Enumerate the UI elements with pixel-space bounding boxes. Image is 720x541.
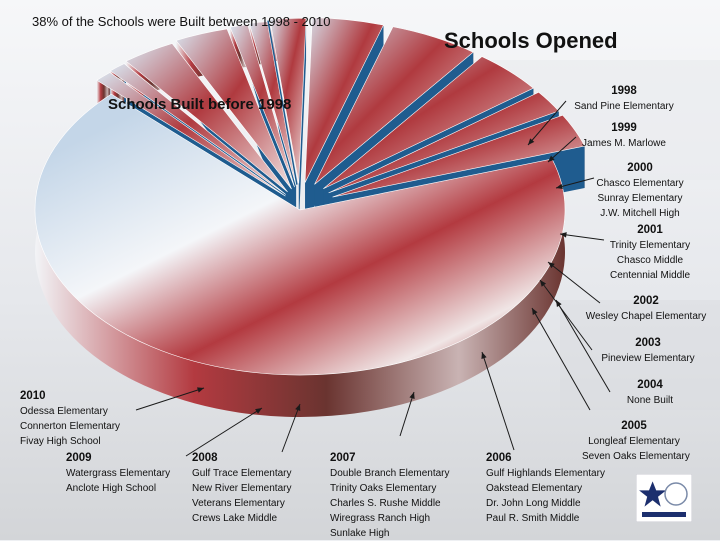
school-name: Pineview Elementary: [601, 353, 695, 364]
annotation-year: 1998: [611, 85, 637, 97]
annotation-2002: [582, 293, 710, 324]
annotation-2010: [20, 388, 130, 449]
arrow-2001: [560, 234, 604, 240]
school-name: Longleaf Elementary: [588, 436, 680, 447]
school-name: Wiregrass Ranch High: [330, 513, 431, 524]
school-name: Sand Pine Elementary: [574, 101, 674, 112]
pasco-schools-logo-icon: [636, 474, 692, 522]
school-name: Oakstead Elementary: [486, 483, 583, 494]
annotation-year: 2010: [20, 390, 46, 402]
school-name: Double Branch Elementary: [330, 468, 450, 479]
school-name: Gulf Trace Elementary: [192, 468, 292, 479]
school-name: Connerton Elementary: [20, 421, 121, 432]
school-name: James M. Marlowe: [582, 138, 666, 149]
annotation-year: 2003: [635, 337, 661, 349]
school-name: Centennial Middle: [609, 270, 691, 281]
annotation-year: 2009: [66, 452, 92, 464]
chart-subtitle: 38% of the Schools were Built between 1998 - 2010: [32, 14, 331, 29]
school-name: Veterans Elementary: [192, 498, 285, 509]
school-name: Chasco Middle: [616, 255, 684, 266]
annotation-1999: [578, 120, 670, 151]
school-name: Wesley Chapel Elementary: [585, 311, 707, 322]
annotation-year: 2005: [621, 420, 647, 432]
school-name: Sunlake High: [330, 528, 390, 539]
annotation-2007: [330, 450, 454, 541]
annotation-2003: [596, 335, 700, 366]
school-name: None Built: [626, 395, 674, 406]
annotation-2001: [605, 222, 695, 283]
annotation-year: 2000: [627, 162, 653, 174]
school-name: Sunray Elementary: [597, 193, 683, 204]
annotation-2000: [594, 160, 686, 221]
arrow-2006: [482, 352, 514, 450]
school-name: Paul R. Smith Middle: [486, 513, 580, 524]
annotation-year: 2002: [633, 295, 659, 307]
annotation-2008: [192, 450, 302, 526]
annotation-1998: [571, 83, 677, 114]
school-name: New River Elementary: [192, 483, 292, 494]
school-name: Watergrass Elementary: [66, 468, 171, 479]
school-name: Fivay High School: [20, 436, 101, 447]
school-name: J.W. Mitchell High: [600, 208, 680, 219]
school-name: Trinity Elementary: [609, 240, 691, 251]
arrow-2009: [186, 408, 262, 456]
school-name: Dr. John Long Middle: [486, 498, 581, 509]
annotation-year: 2008: [192, 452, 218, 464]
school-name: Gulf Highlands Elementary: [486, 468, 605, 479]
school-name: Crews Lake Middle: [192, 513, 278, 524]
school-name: Anclote High School: [66, 483, 157, 494]
slice-label-before-1998: Schools Built before 1998: [108, 96, 292, 113]
school-name: Charles S. Rushe Middle: [330, 498, 441, 509]
annotation-2004: [622, 377, 678, 408]
chart-title: Schools Opened: [444, 28, 618, 53]
annotation-year: 2006: [486, 452, 512, 464]
annotation-2009: [66, 450, 176, 496]
school-name: Odessa Elementary: [20, 406, 108, 417]
school-name: Trinity Oaks Elementary: [330, 483, 437, 494]
school-name: Seven Oaks Elementary: [582, 451, 690, 462]
annotation-year: 2001: [637, 224, 663, 236]
annotation-year: 2004: [637, 379, 663, 391]
annotation-year: 2007: [330, 452, 356, 464]
annotation-year: 1999: [611, 122, 637, 134]
school-name: Chasco Elementary: [596, 178, 684, 189]
annotation-2006: [486, 450, 605, 526]
